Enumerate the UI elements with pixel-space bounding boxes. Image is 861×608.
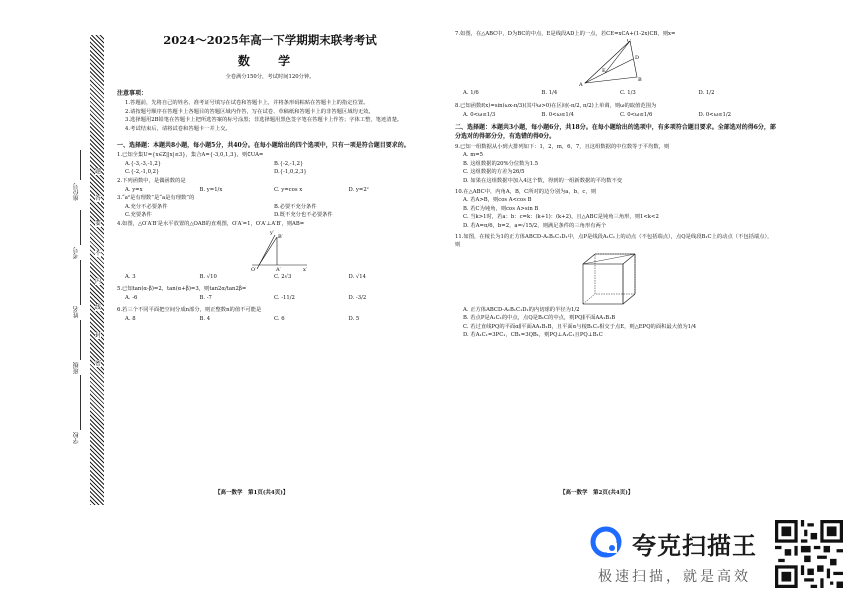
q3-option-c: C.充要条件 — [125, 212, 152, 219]
binding-char-1: 题 — [95, 168, 102, 175]
binding-line-3 — [80, 260, 81, 305]
q4-options — [117, 273, 423, 282]
q7-triangle — [585, 38, 640, 83]
binding-char-2: 答 — [95, 195, 102, 202]
q10-stem: 10.在△ABC中，内角A，B，C所对的边分别为a，b，c，则 — [455, 188, 596, 195]
q3-option-b: B.必要不充分条件 — [274, 203, 317, 210]
q4-label-a: A′ — [276, 266, 281, 273]
q4-segment-ob — [259, 237, 277, 265]
binding-label-class: 班级 — [73, 362, 80, 374]
q8-options — [455, 111, 777, 120]
q9-option-d: D. 如果在这组数据中加入4这个数，得到的一组新数据的平均数不变 — [463, 177, 623, 184]
q10-option-b: B. 若C为钝角，则cos A>sin B — [463, 205, 539, 212]
q1-option-b: B.{-2,-1,2} — [274, 160, 304, 167]
q2-option-d: D. y=2ˣ — [348, 186, 369, 193]
q1-stem: 1.已知全集U={x∈Z||x|≤3}，集合A={-3,0,1,3}，则∁UA= — [117, 152, 264, 159]
q3-options-2 — [117, 211, 423, 220]
q11-diag-a1c1 — [583, 254, 635, 264]
q7-figure — [455, 39, 777, 89]
right-column — [455, 30, 777, 340]
q2-stem: 2.下列函数中，是偶函数的是 — [117, 177, 186, 184]
q7-label-d: D — [635, 54, 640, 61]
q8-option-c: C. 0<ω≤1/6 — [620, 111, 653, 118]
q7-label-a: A — [579, 81, 583, 88]
q11-option-c: C. 若过直线PQ的平面α∥平面AA₁B₁B，且平面α与棱B₁C₁相交于点E，则△EPQ的面积最大值为1/4 — [463, 323, 697, 330]
q4-option-c: C. 2√3 — [274, 273, 292, 280]
q9-option-a: A. m=5 — [463, 152, 484, 159]
section1-heading: 一、选择题：本题共8小题，每小题5分，共40分。在每小题给出的四个选项中，只有一项是符合题目要求的。 — [117, 141, 410, 149]
q2-options — [117, 186, 423, 195]
binding-char-4: 不 — [95, 250, 102, 257]
q1-options — [117, 160, 423, 169]
q4-label-x: x′ — [303, 266, 307, 273]
binding-label-name: 姓名 — [73, 306, 80, 318]
q11-option-a: A. 正方体ABCD-A₁B₁C₁D₁的内切球的半径为1/2 — [463, 306, 580, 313]
q4-label-b: B′ — [278, 233, 283, 240]
exam-title: 2024～2025年高一下学期期末联考考试 — [163, 33, 377, 47]
q6-options — [117, 315, 423, 324]
q1-option-c: C.{-2,-1,0,2} — [125, 169, 160, 176]
exam-subject: 数 学 — [237, 54, 303, 68]
q5-options — [117, 294, 423, 303]
q2-option-c: C. y=cos x — [274, 186, 303, 193]
q7-options — [455, 89, 777, 98]
q7-segment-ce — [605, 38, 631, 73]
q7-label-e: E — [602, 67, 606, 74]
q8-stem: 8.已知函数f(x)=sin(ωx-π/3)(其中ω>0)在区间(-π/2, π/2)上单调，则ω的取值范围为 — [455, 103, 657, 110]
scanner-logo-icon — [590, 526, 622, 558]
q7-option-b: B. 1/4 — [541, 89, 558, 96]
binding-char-8: 密 — [95, 360, 102, 367]
q5-stem: 5.已知tan(α-β)=2，tan(α+β)=3，则tan2α/tan2β= — [117, 286, 247, 293]
q1-options-2 — [117, 168, 423, 177]
binding-char-7: 封 — [95, 332, 102, 339]
q1-option-d: D.{-1,0,2,3} — [274, 169, 307, 176]
q2-option-b: B. y=1/x — [199, 186, 223, 193]
footer-left: 【高一数学 第1页(共4页)】 — [215, 490, 289, 496]
q11-edge-1 — [583, 254, 595, 264]
q7-label-c: C — [627, 38, 631, 44]
q9-stem: 9.已知一组数据从小到大排列如下：1，2，m，6，7，且这组数据的中位数等于平均数，则 — [455, 143, 670, 150]
q4-stem: 4.如图，△O′A′B′是水平放置的△OAB的直观图，O′A′=1，O′A′⊥A′B′，则AB= — [117, 220, 305, 227]
q4-label-y: y′ — [270, 229, 274, 236]
q7-label-b: B — [638, 76, 642, 83]
q4-figure — [117, 229, 423, 273]
q3-option-a: A.充分不必要条件 — [125, 203, 168, 210]
binding-label-school: 学校 — [73, 432, 80, 444]
q11-stem: 11.如图，在棱长为1的正方体ABCD-A₁B₁C₁D₁中，点P是线段A₁C₁上的动点（不包括端点），点Q是线段B₁C上的动点（不包括端点），则 — [455, 233, 773, 249]
q7-option-a: A. 1/6 — [463, 89, 479, 96]
binding-char-6: 线 — [95, 304, 102, 311]
q6-option-b: B. 4 — [199, 315, 211, 322]
left-column — [117, 30, 423, 323]
q10-option-c: C. 当k>1时，若a：b：c=k：(k+1)：(k+2)，且△ABC是钝角三角形，则1<k<2 — [463, 214, 659, 221]
footer-right: 【高一数学 第2页(共4页)】 — [560, 490, 634, 496]
binding-line-5 — [80, 375, 81, 430]
q7-median-ad — [585, 59, 633, 83]
q11-option-d: D. 若A₁C₁=3PC₁，CB₁=3QB₁，则PQ⊥A₁C₁且PQ⊥B₁C — [463, 332, 603, 339]
q4-label-o: O′ — [251, 266, 257, 273]
notice-item-3: 3.选择题用2B铅笔在答题卡上把所选答案的标号涂黑；非选择题用黑色签字笔在答题卡上作答；字体工整，笔迹清楚。 — [125, 117, 403, 124]
binding-char-3: 要 — [95, 220, 102, 227]
q6-option-c: C. 6 — [274, 315, 285, 322]
binding-line-4 — [80, 320, 81, 360]
binding-strip — [90, 35, 104, 505]
q3-option-d: D.既不充分也不必要条件 — [274, 212, 333, 219]
q5-option-c: C. -11/2 — [274, 294, 295, 301]
q3-options — [117, 203, 423, 212]
binding-label-examno: 考号 — [73, 247, 80, 259]
notice-item-2: 2.请按题号顺序在答题卡上各题目的答题区域内作答，写在试卷、草稿纸和答题卡上的非答题区域均无效。 — [125, 108, 374, 115]
q3-stem: 3.“a²是有理数”是“a是有理数”的 — [117, 195, 195, 202]
q7-stem: 7.如图，在△ABC中，D为BC的中点，E是线段AD上的一点，若CE=xCA+(1-2x)CB，则x= — [455, 31, 676, 37]
scanner-watermark — [590, 522, 770, 592]
q11-cube-back — [595, 254, 635, 294]
q10-option-d: D. 若A=π/6，b=2，a=√15/2，则满足条件的三角形有两个 — [463, 222, 607, 229]
q1-option-a: A.{-3,-3,-1,2} — [125, 160, 162, 167]
scanner-slogan: 极速扫描，就是高效 — [598, 569, 751, 585]
qr-code-icon[interactable] — [775, 520, 843, 588]
q9-option-c: C. 这组数据的方差为26/5 — [463, 169, 525, 176]
notice-heading: 注意事项： — [117, 89, 148, 97]
binding-label-seat: 座位号 — [73, 183, 80, 201]
q11-figure — [455, 250, 777, 306]
binding-line-1 — [80, 150, 81, 180]
notice-item-4: 4.考试结束后，请将试卷和答题卡一并上交。 — [125, 125, 231, 132]
q7-option-c: C. 1/3 — [620, 89, 636, 96]
q5-option-d: D. -3/2 — [348, 294, 367, 301]
q4-option-d: D. √14 — [348, 273, 367, 280]
scanner-brand: 夸克扫描王 — [632, 532, 757, 560]
q11-cube-front — [583, 264, 623, 304]
q7-option-d: D. 1/2 — [698, 89, 715, 96]
q8-option-b: B. 0<ω≤1/4 — [541, 111, 574, 118]
q11-option-b: B. 若点P是A₁C₁的中点，点Q是B₁C的中点，则PQ∥平面AA₁B₁B — [463, 315, 616, 322]
q11-edge-4 — [583, 294, 595, 304]
notice-item-1: 1.答题前，先将自己的姓名、准考证号填写在试卷和答题卡上，并将条形码粘贴在答题卡上的指定位置。 — [125, 100, 369, 107]
q4-option-a: A. 3 — [125, 273, 136, 280]
q2-option-a: A. y=x — [125, 186, 143, 193]
section2-heading: 二、选择题：本题共3小题，每小题6分，共18分。在每小题给出的选项中，有多项符合题目要求。全部选对的得6分，部分选对的得部分分，有选错的得0分。 — [455, 124, 776, 140]
q4-option-b: B. √10 — [199, 273, 217, 280]
q9-option-b: B. 这组数据的20%分位数为1.5 — [463, 160, 539, 167]
binding-char-5: 内 — [95, 278, 102, 285]
q11-edge-2 — [623, 254, 635, 264]
exam-note: 全卷满分150分，考试时间120分钟。 — [225, 74, 315, 80]
q6-stem: 6.若三个不同平面把空间分成n部分，则正整数n的值不可能是 — [117, 307, 262, 314]
binding-line-2 — [80, 210, 81, 245]
q6-option-a: A. 8 — [125, 315, 136, 322]
q8-option-d: D. 0<ω≤1/2 — [698, 111, 732, 118]
q8-option-a: A. 0<ω≤1/3 — [463, 111, 496, 118]
q5-option-a: A. -6 — [125, 294, 138, 301]
q11-edge-3 — [623, 294, 635, 304]
q5-option-b: B. -7 — [199, 294, 212, 301]
q10-option-a: A. 若A>B，则cos A<cos B — [463, 197, 532, 204]
q6-option-d: D. 5 — [348, 315, 360, 322]
